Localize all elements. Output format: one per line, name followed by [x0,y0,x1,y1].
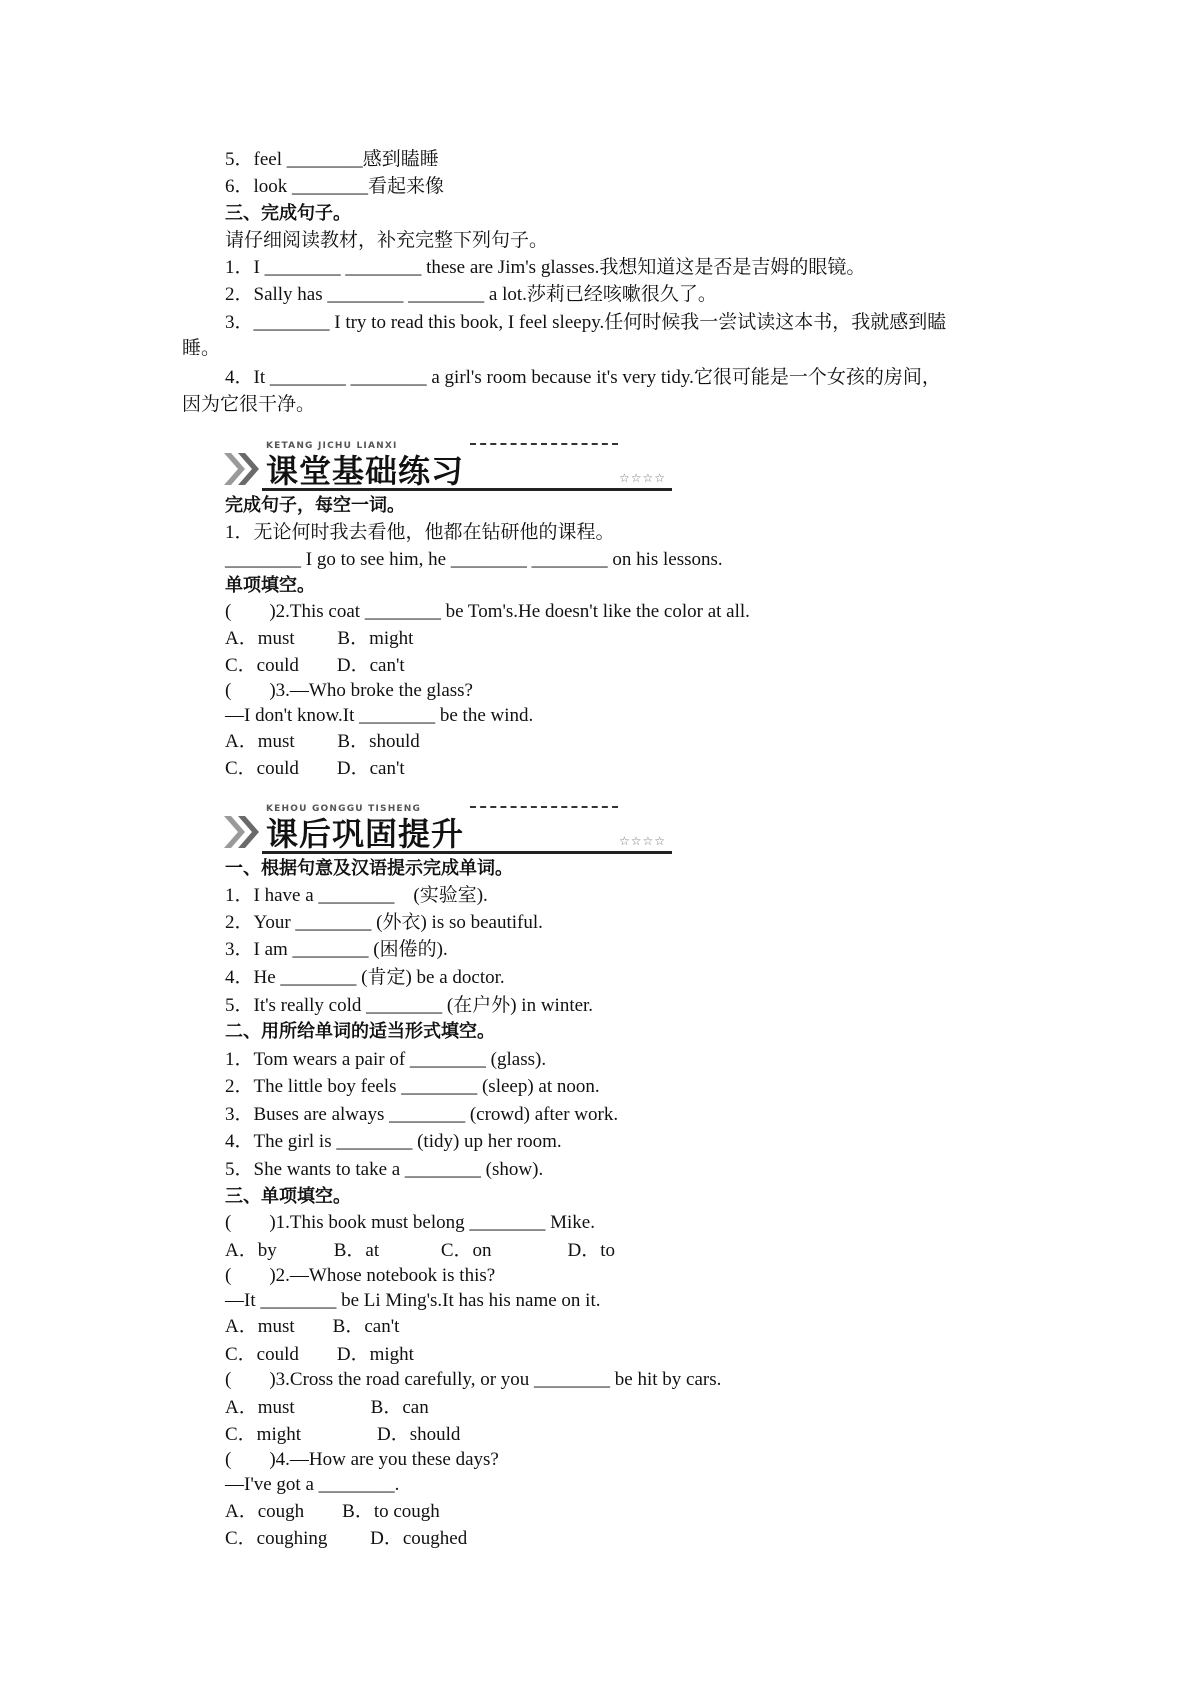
difficulty-stars: ☆☆☆☆ [618,834,666,848]
sentence-item-4: 4．It ________ ________ a girl's room because it's very tidy.它很可能是一个女孩的房间， [225,367,941,388]
part-three-q4-options-ab: A．cough B．to cough [225,1501,440,1522]
section-pinyin: KETANG JICHU LIANXI [266,441,398,451]
section-pinyin: KEHOU GONGGU TISHENG [266,804,422,814]
part-three-question-4: ( )4.—How are you these days? [225,1449,499,1470]
vocab-item-5: 5．feel ________感到瞌睡 [225,149,439,170]
part-heading-complete-sentences: 三、完成句子。 [225,203,351,224]
part-two-item-2: 2．The little boy feels ________ (sleep) at noon. [225,1076,600,1097]
classroom-q3-dialog: —I don't know.It ________ be the wind. [225,705,534,726]
classroom-item-1: 1．无论何时我去看他，他都在钻研他的课程。 [225,522,615,543]
part-two-heading: 二、用所给单词的适当形式填空。 [225,1021,495,1042]
sentence-item-4-cont: 因为它很干净。 [182,394,316,415]
section-header-after-class [222,806,672,856]
sentence-item-2: 2．Sally has ________ ________ a lot.莎莉已经咳嗽很久了。 [225,284,717,305]
instruction-text: 请仔细阅读教材，补充完整下列句子。 [225,230,549,251]
part-one-item-2: 2．Your ________ (外衣) is so beautiful. [225,912,543,933]
classroom-item-1-sentence: ________ I go to see him, he ________ ________ on his lessons. [225,549,723,570]
part-three-q3-options-cd: C．might D．should [225,1424,461,1445]
section-header-classroom [222,443,672,493]
part-three-q2-options-cd: C．could D．might [225,1344,414,1365]
sentence-item-3-cont: 睡。 [182,338,221,359]
part-three-question-2: ( )2.—Whose notebook is this? [225,1265,496,1286]
classroom-question-2: ( )2.This coat ________ be Tom's.He doesn't like the color at all. [225,601,750,622]
section-underline [262,488,672,491]
classroom-instruction: 完成句子，每空一词。 [225,495,405,516]
part-two-item-3: 3．Buses are always ________ (crowd) after work. [225,1104,619,1125]
part-one-item-4: 4．He ________ (肯定) be a doctor. [225,967,505,988]
dashed-divider [470,443,618,445]
part-three-q1-options: A．by B．at C．on D．to [225,1240,616,1261]
part-two-item-4: 4．The girl is ________ (tidy) up her room. [225,1131,562,1152]
part-two-item-1: 1．Tom wears a pair of ________ (glass). [225,1049,547,1070]
sentence-item-3: 3．________ I try to read this book, I feel sleepy.任何时候我一尝试读这本书，我就感到瞌 [225,312,947,333]
part-three-question-1: ( )1.This book must belong ________ Mike. [225,1212,595,1233]
part-three-q2-dialog: —It ________ be Li Ming's.It has his name on it. [225,1290,601,1311]
section-underline [262,851,672,854]
part-one-item-1: 1．I have a ________ (实验室). [225,885,488,906]
part-three-q4-dialog: —I've got a ________. [225,1474,400,1495]
classroom-part-heading: 单项填空。 [225,575,315,596]
part-three-q4-options-cd: C．coughing D．coughed [225,1528,468,1549]
classroom-question-3: ( )3.—Who broke the glass? [225,680,473,701]
double-chevron-icon [222,812,262,852]
section-title: 课后巩固提升 [266,815,465,853]
section-title: 课堂基础练习 [266,452,465,490]
part-three-question-3: ( )3.Cross the road carefully, or you ________ be hit by cars. [225,1369,722,1390]
part-two-item-5: 5．She wants to take a ________ (show). [225,1159,544,1180]
classroom-q3-options-ab: A．must B．should [225,731,420,752]
part-one-heading: 一、根据句意及汉语提示完成单词。 [225,858,513,879]
part-one-item-3: 3．I am ________ (困倦的). [225,939,448,960]
classroom-q2-options-ab: A．must B．might [225,628,414,649]
vocab-item-6: 6．look ________看起来像 [225,176,445,197]
part-one-item-5: 5．It's really cold ________ (在户外) in winter. [225,995,594,1016]
sentence-item-1: 1．I ________ ________ these are Jim's glasses.我想知道这是否是吉姆的眼镜。 [225,257,866,278]
dashed-divider [470,806,618,808]
part-three-q2-options-ab: A．must B．can't [225,1316,400,1337]
part-three-heading: 三、单项填空。 [225,1186,351,1207]
classroom-q3-options-cd: C．could D．can't [225,758,405,779]
classroom-q2-options-cd: C．could D．can't [225,655,405,676]
double-chevron-icon [222,449,262,489]
difficulty-stars: ☆☆☆☆ [618,471,666,485]
part-three-q3-options-ab: A．must B．can [225,1397,429,1418]
